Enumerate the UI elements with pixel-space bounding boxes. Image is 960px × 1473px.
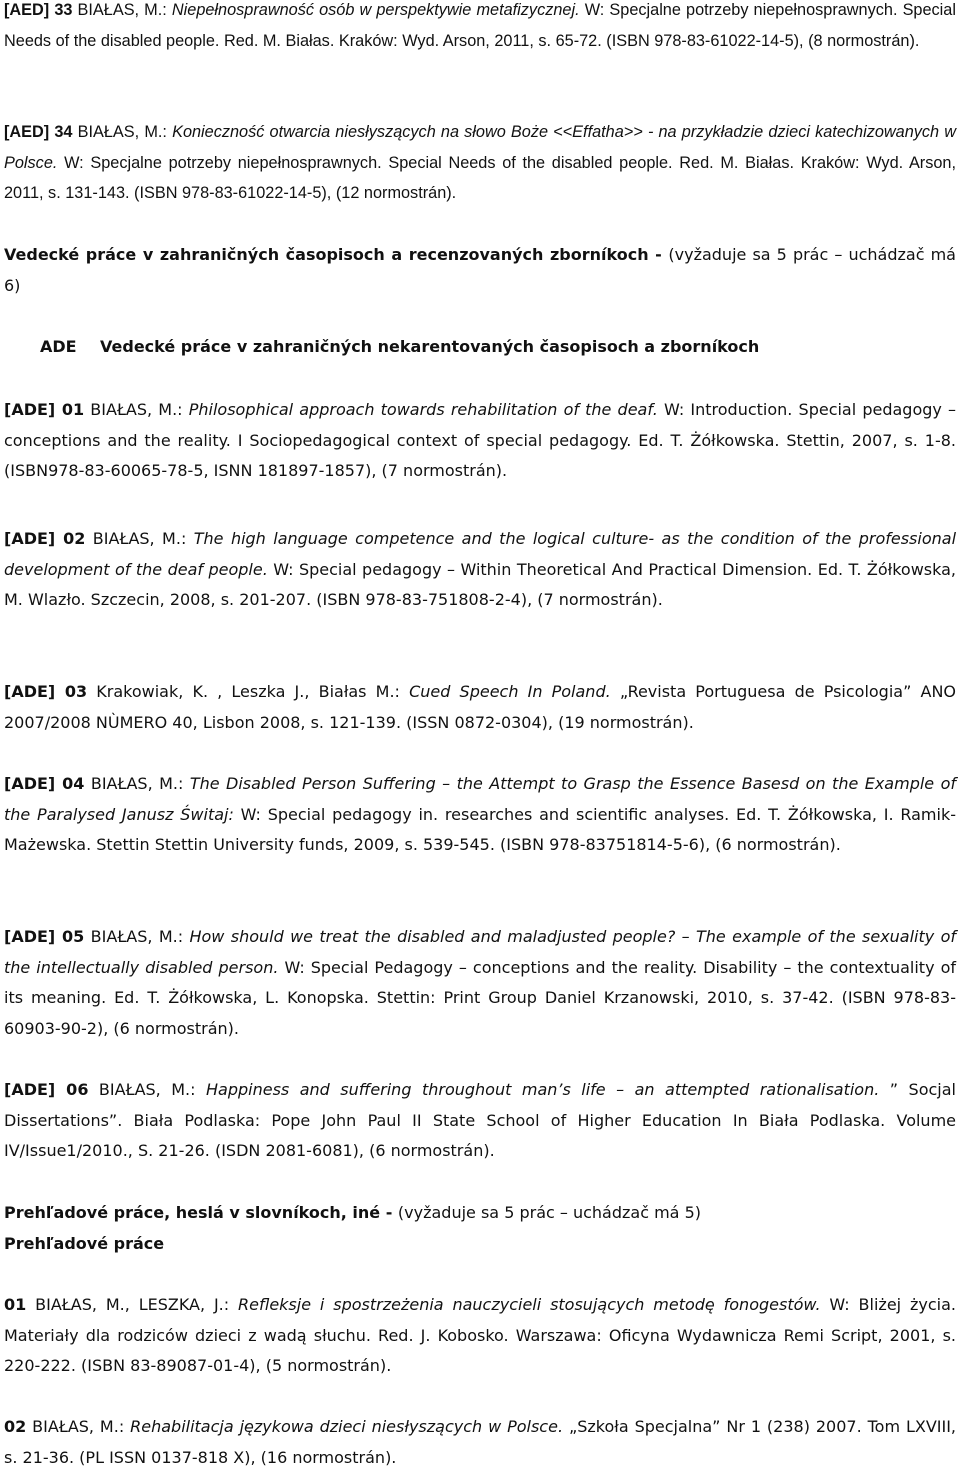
entry-tag: [ADE] 02 xyxy=(4,529,86,548)
entry-tag: [AED] 33 xyxy=(4,1,73,19)
section-heading-text: Prehľadové práce, heslá v slovníkoch, iné - xyxy=(4,1203,398,1222)
ade-category-heading xyxy=(4,332,956,363)
entry-ade-06 xyxy=(4,1075,956,1167)
entry-title: Niepełnosprawność osób w perspektywie metafizycznej. xyxy=(171,1,580,19)
entry-title: The Disabled Person Suffering – the Attempt to Grasp the Essence Basesd on the Example of the Paralysed Janusz Świtaj: xyxy=(4,774,957,824)
entry-tag: [ADE] 04 xyxy=(4,774,85,793)
entry-author: BIAŁAS, M.: xyxy=(72,1,172,19)
entry-tag: 01 xyxy=(4,1295,27,1314)
entry-review-01 xyxy=(4,1290,956,1382)
entry-tag: [ADE] 06 xyxy=(4,1080,89,1099)
section-subheading: Prehľadové práce xyxy=(4,1233,165,1253)
entry-title: Cued Speech In Poland. xyxy=(409,682,611,701)
entry-review-02 xyxy=(4,1412,956,1473)
entry-details: W: Introduction. Special pedagogy – conceptions and the reality. I Sociopedagogical context of special pedagogy. Ed. T. Żółkowska. Stettin, 2007, s. 1-8. (ISBN978-83-60065-78-5, ISNN 181897-1857), (7 normostrán). xyxy=(4,400,957,481)
entry-title: Refleksje i spostrzeżenia nauczycieli stosujących metodę fonogestów. xyxy=(238,1295,821,1314)
entry-details: W: Specjalne potrzeby niepełnosprawnych. Special Needs of the disabled people. Red. M. Białas. Kraków: Wyd. Arson, 2011, s. 131-143. (ISBN 978-83-61022-14-5), (12 normostrán). xyxy=(4,153,956,203)
entry-title: Philosophical approach towards rehabilitation of the deaf. xyxy=(188,400,658,419)
section-heading-foreign xyxy=(4,240,956,301)
entry-ade-02 xyxy=(4,524,956,616)
entry-title: Konieczność otwarcia niesłyszących na słowo Boże <<Effatha>> - na przykładzie dzieci katechizowanych w Polsce. xyxy=(4,123,956,172)
entry-author: BIAŁAS, M., LESZKA, J.: xyxy=(26,1295,239,1314)
entry-author: BIAŁAS, M.: xyxy=(85,529,194,548)
entry-author: BIAŁAS, M.: xyxy=(84,774,190,793)
entry-author: BIAŁAS, M.: xyxy=(88,1080,206,1099)
entry-details: „Szkoła Specjalna” Nr 1 (238) 2007. Tom LXVIII, s. 21-36. (PL ISSN 0137-818 X), (16 normostrán). xyxy=(4,1417,957,1467)
entry-author: BIAŁAS, M.: xyxy=(84,400,189,419)
entry-details: W: Special Pedagogy – conceptions and the reality. Disability – the contextuality of its meaning. Ed. T. Żółkowska, L. Konopska. Stettin: Print Group Daniel Krzanowski, 2010, s. 37-42. (ISBN 978-83-60903-90-2), (6 normostrán). xyxy=(4,957,956,1038)
entry-author: Krakowiak, K. , Leszka J., Białas M.: xyxy=(87,682,410,701)
ade-title: Vedecké práce v zahraničných nekarentovaných časopisoch a zborníkoch xyxy=(100,337,760,356)
entry-aed-33 xyxy=(4,0,956,56)
section-heading-note: (vyžaduje sa 5 prác – uchádzač má 5) xyxy=(397,1203,701,1222)
entry-ade-05 xyxy=(4,922,956,1044)
entry-title: How should we treat the disabled and maladjusted people? – The example of the sexuality of the intellectually disabled person. xyxy=(4,927,957,977)
entry-details: W: Special pedagogy in. researches and scientific analyses. Ed. T. Żółkowska, I. Ramik-Mażewska. Stettin Stettin University funds, 2009, s. 539-545. (ISBN 978-83751814-5-6), (6 normostrán). xyxy=(4,804,956,855)
entry-author: BIAŁAS, M.: xyxy=(26,1417,131,1436)
section-heading-text: Vedecké práce v zahraničných časopisoch a recenzovaných zborníkoch - xyxy=(4,245,669,264)
entry-ade-03 xyxy=(4,677,956,738)
ade-code: ADE xyxy=(40,337,77,356)
entry-title: Happiness and suffering throughout man’s life – an attempted rationalisation. xyxy=(205,1080,880,1099)
entry-title: Rehabilitacja językowa dzieci niesłyszących w Polsce. xyxy=(130,1417,564,1436)
entry-title: The high language competence and the logical culture- as the condition of the professional development of the deaf people. xyxy=(4,529,957,579)
entry-details: W: Special pedagogy – Within Theoretical And Practical Dimension. Ed. T. Żółkowska, M. Wlazło. Szczecin, 2008, s. 201-207. (ISBN 978-83-751808-2-4), (7 normostrán). xyxy=(4,559,956,610)
entry-aed-34 xyxy=(4,117,956,209)
entry-author: BIAŁAS, M.: xyxy=(84,927,190,946)
entry-details: ” Socjal Dissertations”. Biała Podlaska: Pope John Paul II State School of Higher Education In Biała Podlaska. Volume IV/Issue1/2010., S. 21-26. (ISDN 2081-6081), (6 normostrán). xyxy=(4,1080,956,1161)
entry-author: BIAŁAS, M.: xyxy=(72,123,173,141)
entry-tag: [ADE] 03 xyxy=(4,682,88,701)
entry-tag: 02 xyxy=(4,1417,27,1436)
entry-details: W: Specjalne potrzeby niepełnosprawnych. Special Needs of the disabled people. Red. M. Białas. Kraków: Wyd. Arson, 2011, s. 65-72. (ISBN 978-83-61022-14-5), (8 normostrán). xyxy=(4,1,956,50)
entry-tag: [AED] 34 xyxy=(4,123,73,141)
entry-tag: [ADE] 01 xyxy=(4,400,85,419)
entry-ade-01 xyxy=(4,395,956,487)
entry-ade-04 xyxy=(4,769,956,861)
section-heading-review xyxy=(4,1198,956,1259)
entry-details: „Revista Portuguesa de Psicologia” ANO 2007/2008 NÙMERO 40, Lisbon 2008, s. 121-139. (ISSN 0872-0304), (19 normostrán). xyxy=(4,682,957,732)
entry-tag: [ADE] 05 xyxy=(4,927,85,946)
entry-details: W: Bliżej życia. Materiały dla rodziców dzieci z wadą słuchu. Red. J. Kobosko. Warszawa: Oficyna Wydawnicza Remi Script, 2001, s. 220-222. (ISBN 83-89087-01-4), (5 normostrán). xyxy=(4,1295,956,1376)
section-heading-note: (vyžaduje sa 5 prác – uchádzač má 6) xyxy=(4,245,956,295)
